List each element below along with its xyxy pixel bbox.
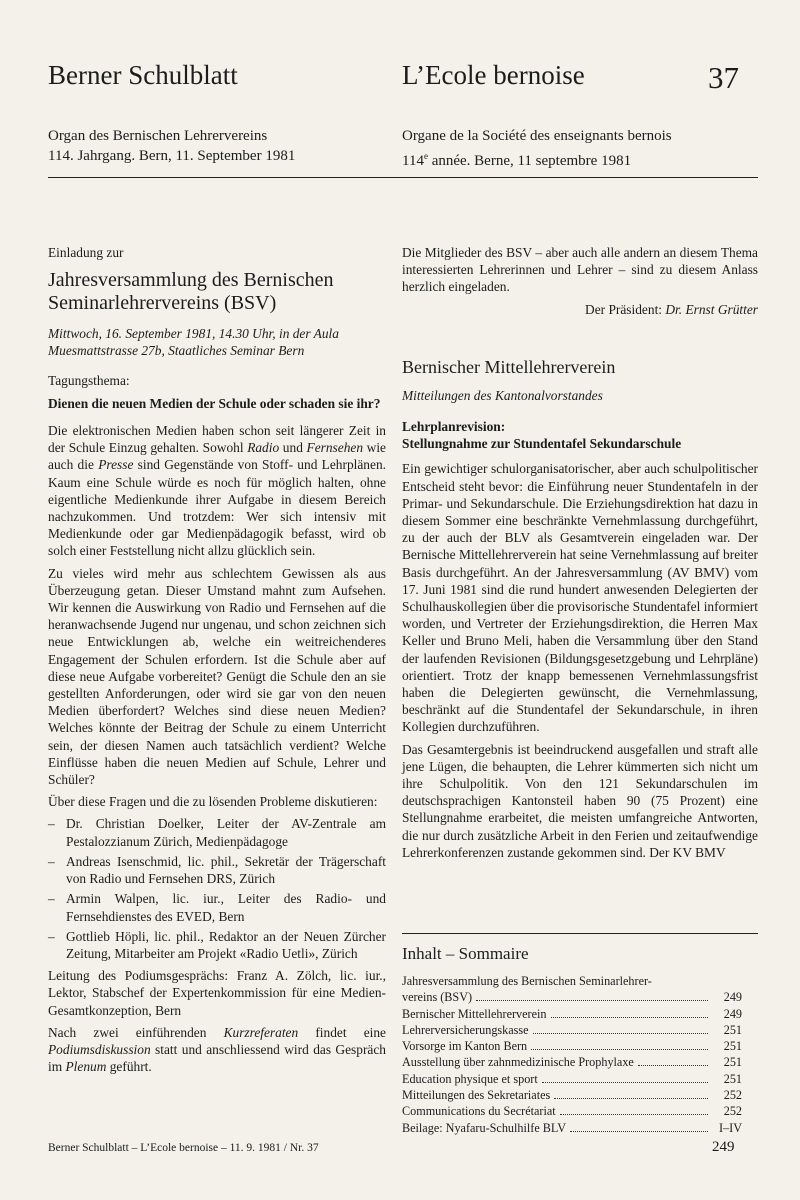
toc-entry: vereins (BSV) 249 [402, 990, 742, 1005]
right-paragraph-2: Das Gesamtergebnis ist beeindruckend ausgefallen und straft alle jene Lügen, die behaupten, die Lehrer kümmerten sich nicht um ihre Schulpolitik. Von den 121 Sekundarschulen im deutschsprachigen Kantonsteil haben 90 (75 Prozent) eine Stellungnahme erarbeitet, die meisten umfangreiche Antworten, die nur durch zusätzliche Arbeit in den Ferien und zeitaufwendige Lehrerkonferenzen zustande gekommen sind. Der KV BMV [402, 741, 758, 860]
article-headline: Jahresversammlung des Bernischen Seminarlehrervereins (BSV) [48, 269, 334, 315]
panel-member: – Andreas Isenschmid, lic. phil., Sekretär der Trägerschaft von Radio und Fernsehen DRS, Zürich [48, 853, 386, 887]
date-line-french: 114e année. Berne, 11 septembre 1981 [402, 151, 632, 169]
toc-entry: Communications du Secrétariat 252 [402, 1104, 742, 1119]
table-of-contents [402, 944, 742, 1136]
theme-title: Dienen die neuen Medien der Schule oder schaden sie ihr? [48, 395, 381, 411]
section-title: Bernischer Mittellehrerverein [402, 356, 616, 377]
footer-text: Berner Schulblatt – L’Ecole bernoise – 11. 9. 1981 / Nr. 37 [48, 1142, 319, 1154]
kicker: Einladung zur [48, 245, 124, 260]
masthead-sub-french [402, 126, 672, 171]
toc-entry: Vorsorge im Kanton Bern 251 [402, 1039, 742, 1054]
right-column [402, 244, 758, 866]
toc-entry: Lehrerversicherungskasse 251 [402, 1022, 742, 1037]
event-date-line: Mittwoch, 16. September 1981, 14.30 Uhr, in der Aula Muesmattstrasse 27b, Staatliches Seminar Bern [48, 326, 339, 359]
paragraph-1: Die elektronischen Medien haben schon seit längerer Zeit in der Schule Einzug gehalten. Sowohl Radio und Fernsehen wie auch die Presse sind Gegenstände von Stoff- und Lehrplänen. Kaum eine Schule würde es noch für möglich halten, ohne eigentliche Medienkunde ihrer Aufgabe in diesem Bereich nachzukommen. Und trotzdem: Wer sich intensiv mit Medienkunde oder gar Medienpädagogik befasst, wird ob solch einer Feststellung nicht allzu glücklich sein. [48, 423, 386, 559]
toc-entry: Mitteilungen des Sekretariates 252 [402, 1088, 742, 1103]
header-rule [48, 177, 758, 178]
toc-title: Inhalt – Sommaire [402, 944, 529, 963]
date-line-german: 114. Jahrgang. Bern, 11. September 1981 [48, 148, 296, 164]
right-paragraph-1: Ein gewichtiger schulorganisatorischer, aber auch schulpolitischer Entscheid steht bevor: die Einführung neuer Stundentafeln in der Primar- und Sekundarschule. Die Erziehungsdirektion hat dazu in diesem Sommer eine beschränkte Vernehmlassung durchgeführt, zu der auch der BLV als Gesamtverein eingeladen war. Der Bernische Mittellehrerverein hat seine Vernehmlassung auf breiter Basis durchgeführt. An der Jahresversammlung (AV BMV) vom 17. Juni 1981 sind die rund hundert anwesenden Delegierten der Schulhauskollegien über die provisorische Stundentafel informiert worden, und Vertreter der Erziehungsdirektion, die Herren Max Keller und Bruno Meli, haben die Versammlung über den Stand der laufenden Revisionen (Bildungsgesetzgebung und Lehrpläne) orientiert. Trotz der knapp bemessenen Vernehmlassungsfrist haben die Delegierten gewünscht, die Vernehmlassung, beschränkt auf die Stundentafel der Sekundarschule, in ihren Kollegien durchzuführen. [402, 461, 758, 735]
org-line-german: Organ des Bernischen Lehrervereins [48, 128, 268, 144]
toc-entry: Ausstellung über zahnmedizinische Prophylaxe 251 [402, 1055, 742, 1070]
paragraph-5: Nach zwei einführenden Kurzreferaten findet eine Podiumsdiskussion statt und anschliessend wird das Gespräch im Plenum geführt. [48, 1024, 386, 1075]
masthead-french: L’Ecole bernoise [402, 60, 585, 90]
toc-entry: Bernischer Mittellehrerverein 249 [402, 1006, 742, 1021]
invitation-paragraph: Die Mitglieder des BSV – aber auch alle andern an diesem Thema interessierten Lehrerinnen und Lehrer – sind zu diesem Anlass herzlich eingeladen. [402, 245, 758, 295]
section-subtitle: Mitteilungen des Kantonalvorstandes [402, 387, 603, 403]
org-line-french: Organe de la Société des enseignants bernois [402, 128, 672, 144]
article-title: Lehrplanrevision: Stellungnahme zur Stundentafel Sekundarschule [402, 419, 682, 452]
page-number: 249 [712, 1139, 735, 1155]
panel-member: – Dr. Christian Doelker, Leiter der AV-Zentrale am Pestalozzianum Zürich, Medienpädagoge [48, 815, 386, 849]
masthead-sub-german [48, 126, 295, 166]
paragraph-4: Leitung des Podiumsgesprächs: Franz A. Zölch, lic. iur., Lektor, Stabschef der Expertenkommission für eine Medien-Gesamtkonzeption, Bern [48, 968, 386, 1018]
toc-first-line: Jahresversammlung des Bernischen Seminarlehrer- [402, 974, 652, 988]
theme-label: Tagungsthema: [48, 372, 130, 388]
left-column [48, 244, 386, 1080]
signature: Der Präsident: Dr. Ernst Grütter [585, 301, 758, 317]
paragraph-2: Zu vieles wird mehr aus schlechtem Gewissen als aus Überzeugung getan. Dieser Umstand mahnt zum Aufsehen. Wir kennen die Auswirkung von Radio und Fernsehen auf die heranwachsende Jugend nur ungenau, und schon zeichnen sich neue Entwicklungen ab, welche ein weitreichenderes Engagement der Schulen erfordern. Ist die Schule aber auf diese neue Aufgabe vorbereitet? Genügt die Schule den an sie gestellten Anforderungen, oder wird sie gar von den neuen Medien überfordert? Welches sind diese neuen Medien? Welches könnte der Beitrag der Schule zu einem Unterricht sein, der diesen Namen auch tatsächlich verdient? Welche Einflüsse haben die neuen Medien auf Schule, Lehrer und Schüler? [48, 565, 386, 788]
issue-number: 37 [708, 60, 739, 95]
panel-member: – Gottlieb Höpli, lic. phil., Redaktor an der Neuen Zürcher Zeitung, Mitarbeiter am Projekt «Radio Uetli», Zürich [48, 928, 386, 962]
panel-list [48, 815, 386, 962]
paragraph-3: Über diese Fragen und die zu lösenden Probleme diskutieren: [48, 794, 378, 810]
toc-rule [402, 933, 758, 934]
panel-member: – Armin Walpen, lic. iur., Leiter des Radio- und Fernsehdienstes des EVED, Bern [48, 890, 386, 924]
toc-entry: Beilage: Nyafaru-Schulhilfe BLV I–IV [402, 1120, 742, 1135]
toc-entry: Education physique et sport 251 [402, 1071, 742, 1086]
masthead-german: Berner Schulblatt [48, 60, 238, 90]
